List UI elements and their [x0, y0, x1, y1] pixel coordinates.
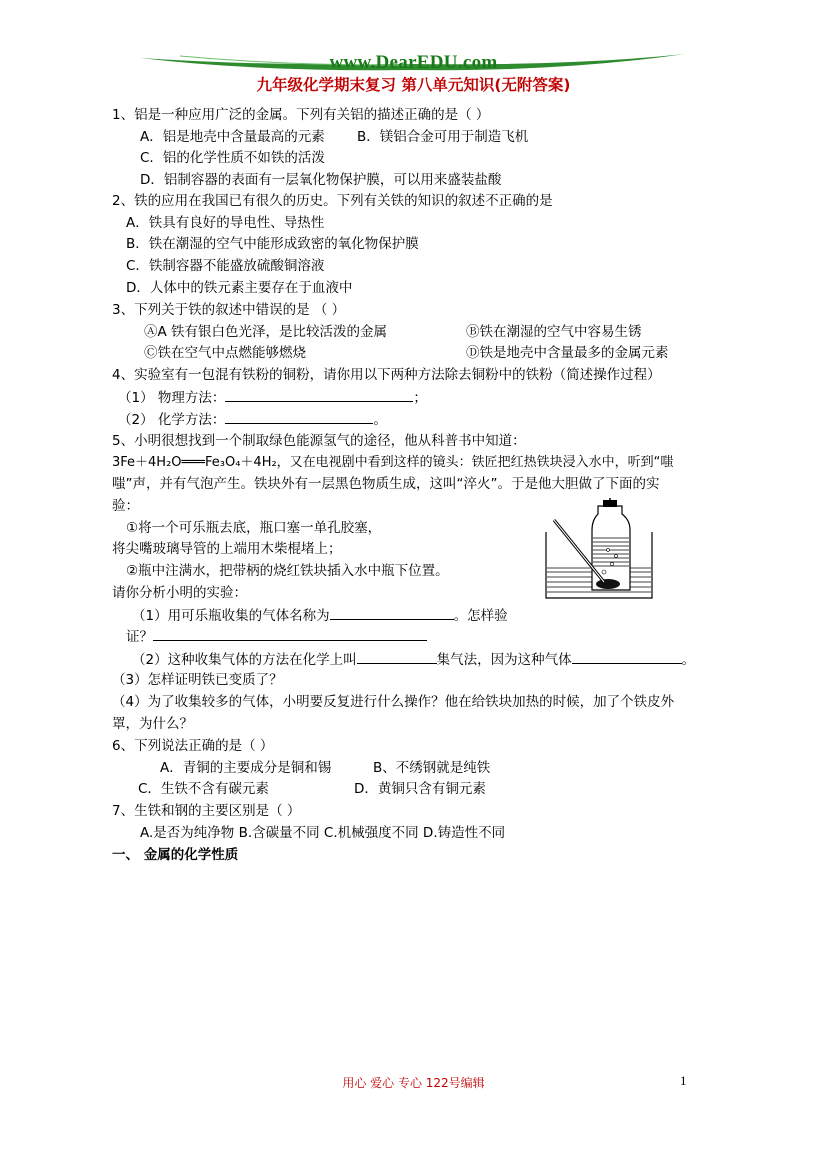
- q5-part-1-label: （1）用可乐瓶收集的气体名称为: [132, 608, 330, 624]
- q3-option-d: Ⓓ铁是地壳中含量最多的金属元素: [466, 345, 669, 361]
- q4-physical-blank[interactable]: [225, 388, 413, 402]
- page-title: 九年级化学期末复习 第八单元知识(无附答案): [256, 76, 571, 94]
- q5-analyze-prompt: 请你分析小明的实验：: [112, 585, 247, 601]
- q4-physical-method: [118, 388, 427, 407]
- q5-step-1b: 将尖嘴玻璃导管的上端用木柴棍堵上；: [112, 541, 342, 557]
- q1-option-c: C．铝的化学性质不如铁的活泼: [140, 150, 325, 166]
- q5-gas-name-blank[interactable]: [330, 606, 454, 620]
- q1-stem: 1、铝是一种应用广泛的金属。下列有关铝的描述正确的是（ ）: [112, 107, 490, 123]
- q5-part-2-end: 。: [681, 652, 696, 668]
- q4-physical-label: （1） 物理方法：: [118, 390, 226, 406]
- q2-option-c: C．铁制容器不能盛放硫酸铜溶液: [126, 258, 325, 274]
- q5-verify-blank[interactable]: [153, 627, 427, 641]
- q2-option-b: B．铁在潮湿的空气中能形成致密的氧化物保护膜: [126, 236, 419, 252]
- q5-part-1: [132, 606, 508, 625]
- q5-line-2: 嗤”声，并有气泡产生。铁块外有一层黑色物质生成，这叫“淬火”。于是他大胆做了下面的实: [112, 476, 660, 492]
- q5-part-4b: 罩，为什么？: [112, 716, 193, 732]
- q6-option-b: B、不绣钢就是纯铁: [373, 760, 491, 776]
- q5-stem: 5、小明很想找到一个制取绿色能源氢气的途径，他从科普书中知道：: [112, 433, 526, 449]
- q5-method-blank[interactable]: [357, 650, 437, 664]
- experiment-apparatus-illustration: [540, 498, 660, 602]
- q4-chemical-label: （2） 化学方法：: [118, 412, 226, 428]
- q5-part-1b: [126, 627, 427, 646]
- q2-stem: 2、铁的应用在我国已有很久的历史。下列有关铁的知识的叙述不正确的是: [112, 193, 553, 209]
- q6-option-d: D．黄铜只含有铜元素: [354, 781, 486, 797]
- q4-chemical-blank[interactable]: [225, 410, 373, 424]
- q5-part-2-label: （2）这种收集气体的方法在化学上叫: [132, 652, 357, 668]
- footer-text: 用心 爱心 专心 122号编辑: [342, 1076, 485, 1090]
- q4-physical-end: ；: [413, 390, 427, 406]
- q5-step-1: ①将一个可乐瓶去底，瓶口塞一单孔胶塞，: [126, 520, 382, 536]
- section-heading: 一、 金属的化学性质: [112, 847, 239, 863]
- q4-stem: 4、实验室有一包混有铁粉的铜粉，请你用以下两种方法除去铜粉中的铁粉（简述操作过程）: [112, 367, 661, 383]
- beaker-bottle-diagram: [540, 498, 660, 602]
- q3-option-b: Ⓑ铁在潮湿的空气中容易生锈: [466, 324, 642, 340]
- q1-option-a: A．铝是地壳中含量最高的元素: [140, 129, 325, 145]
- q1-option-d: D．铝制容器的表面有一层氧化物保护膜，可以用来盛装盐酸: [140, 172, 502, 188]
- q6-option-c: C．生铁不含有碳元素: [138, 781, 269, 797]
- q5-part-2: [132, 650, 695, 669]
- q4-chemical-end: 。: [373, 412, 387, 428]
- q5-line-3: 验：: [112, 498, 139, 514]
- q2-option-a: A．铁具有良好的导电性、导热性: [126, 215, 325, 231]
- q6-option-a: A．青铜的主要成分是铜和锡: [160, 760, 332, 776]
- q3-option-a: ⒶA 铁有银白色光泽，是比较活泼的金属: [144, 324, 388, 340]
- q5-equation-line: 3Fe＋4H₂O═══Fe₃O₄＋4H₂，又在电视剧中看到这样的镜头：铁匠把红热铁块浸入水中，听到“嗤: [112, 455, 674, 470]
- q3-stem: 3、下列关于铁的叙述中错误的是 （ ）: [112, 302, 346, 318]
- q5-part-4: （4）为了收集较多的气体，小明要反复进行什么操作？他在给铁块加热的时候，加了个铁皮外: [112, 694, 675, 710]
- q5-part-1b-label: 证？: [126, 629, 153, 645]
- q5-step-2: ②瓶中注满水，把带柄的烧红铁块插入水中瓶下位置。: [126, 563, 449, 579]
- q5-part-1-end: 。怎样验: [453, 608, 508, 624]
- site-name[interactable]: www.DearEDU.com: [329, 52, 498, 73]
- q3-option-c: Ⓒ铁在空气中点燃能够燃烧: [144, 345, 306, 361]
- q7-stem: 7、生铁和钢的主要区别是（ ）: [112, 803, 301, 819]
- q4-chemical-method: [118, 410, 387, 429]
- page-number: 1: [680, 1073, 687, 1088]
- q5-reason-blank[interactable]: [572, 650, 682, 664]
- q2-option-d: D．人体中的铁元素主要存在于血液中: [126, 280, 353, 296]
- q5-part-3: （3）怎样证明铁已变质了？: [112, 672, 283, 688]
- q6-stem: 6、下列说法正确的是（ ）: [112, 738, 274, 754]
- q1-option-b: B．镁铝合金可用于制造飞机: [357, 129, 529, 145]
- q5-part-2-mid: 集气法，因为这种气体: [436, 652, 572, 668]
- q7-options: A.是否为纯净物 B.含碳量不同 C.机械强度不同 D.铸造性不同: [140, 825, 506, 841]
